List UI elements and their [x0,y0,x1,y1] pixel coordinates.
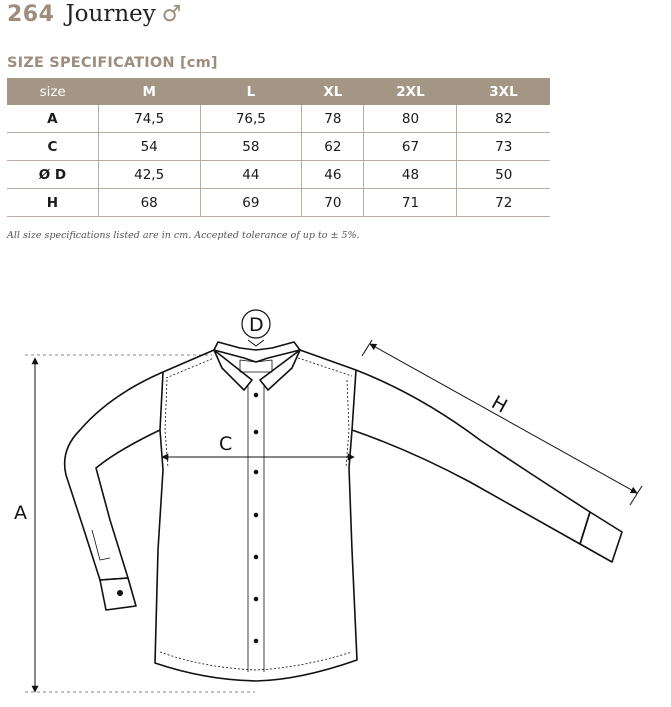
male-symbol-icon: ♂ [161,2,182,27]
table-cell: 82 [457,105,550,133]
table-row [7,189,550,217]
table-cell: 80 [364,105,457,133]
column-header-2xl: 2XL [364,78,457,105]
table-cell: 71 [364,189,457,217]
measurement-c [162,433,354,457]
table-cell: 50 [457,161,550,189]
column-header-size: size [7,78,98,105]
table-cell: 74,5 [98,105,200,133]
section-title: SIZE SPECIFICATION [cm] [7,55,218,71]
product-title [7,1,181,37]
measurement-h [362,340,642,505]
table-cell: 78 [302,105,364,133]
column-header-m: M [98,78,200,105]
measurement-a [14,355,255,692]
table-header-row [7,78,550,105]
table-cell: 54 [98,133,200,161]
table-cell: 68 [98,189,200,217]
table-cell: 42,5 [98,161,200,189]
table-cell: 69 [200,189,302,217]
table-cell: 46 [302,161,364,189]
table-row [7,133,550,161]
measurement-d [242,310,270,346]
table-cell: 72 [457,189,550,217]
shirt-measurement-diagram [0,300,671,705]
column-header-3xl: 3XL [457,78,550,105]
column-header-l: L [200,78,302,105]
product-code: 264 [7,2,55,27]
table-cell: 76,5 [200,105,302,133]
table-row [7,161,550,189]
row-label: H [7,189,98,217]
table-cell: 44 [200,161,302,189]
label-h: H [487,391,511,418]
label-d: D [249,314,264,336]
row-label: C [7,133,98,161]
row-label: A [7,105,98,133]
size-spec-table [7,78,550,217]
table-cell: 70 [302,189,364,217]
tolerance-note: All size specifications listed are in cm. Accepted tolerance of up to ± 5%. [7,230,360,241]
product-name: Journey [65,1,156,27]
table-cell: 67 [364,133,457,161]
table-cell: 58 [200,133,302,161]
column-header-xl: XL [302,78,364,105]
shirt-outline-icon [65,342,622,681]
label-c: C [219,433,233,455]
label-a: A [14,502,27,524]
table-cell: 48 [364,161,457,189]
table-cell: 73 [457,133,550,161]
table-cell: 62 [302,133,364,161]
row-label: Ø D [7,161,98,189]
table-row [7,105,550,133]
shirt-buttons [117,393,258,644]
